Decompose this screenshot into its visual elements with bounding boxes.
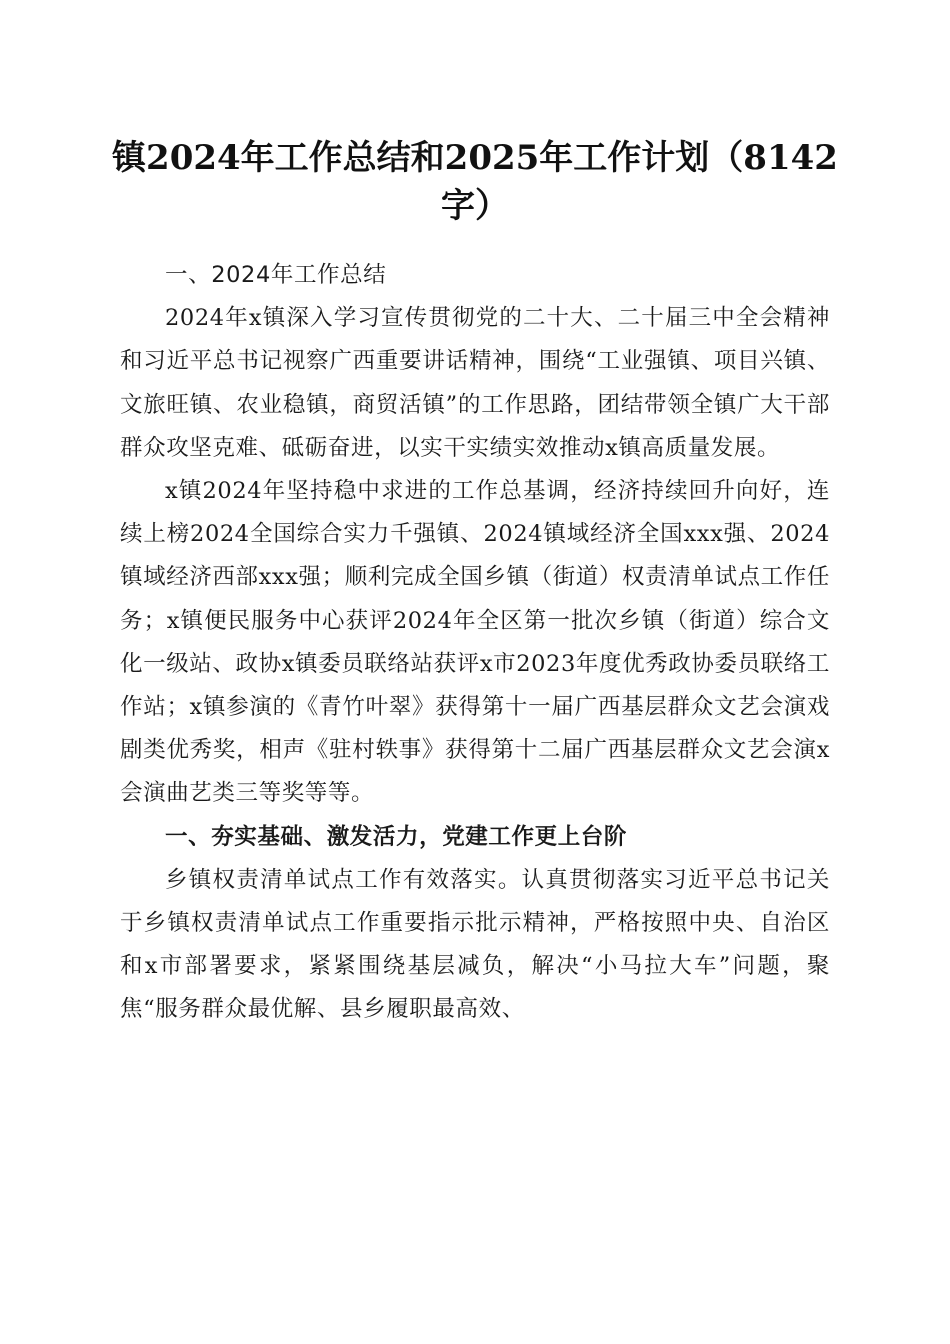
subsection-heading: 一、夯实基础、激发活力，党建工作更上台阶 [165,823,628,850]
document-body [120,254,830,1032]
paragraph: x镇2024年坚持稳中求进的工作总基调，经济持续回升向好，连续上榜2024全国综合实力千强镇、2024镇域经济全国xxx强、2024镇域经济西部xxx强；顺利完成全国乡镇（街道）权责清单试点工作任务；x镇便民服务中心获评2024年全区第一批次乡镇（街道）综合文化一级站、政协x镇委员联络站获评x市2023年度优秀政协委员联络工作站；x镇参演的《青竹叶翠》获得第十一届广西基层群众文艺会演戏剧类优秀奖，相声《驻村轶事》获得第十二届广西基层群众文艺会演x会演曲艺类三等奖等等。 [120,478,830,807]
section-heading: 一、2024年工作总结 [165,262,387,288]
paragraph: 乡镇权责清单试点工作有效落实。认真贯彻落实习近平总书记关于乡镇权责清单试点工作重要指示批示精神，严格按照中央、自治区和x市部署要求，紧紧围绕基层减负，解决“小马拉大车”问题，聚焦“服务群众最优解、县乡履职最高效、 [120,866,830,1023]
document-title: 镇2024年工作总结和2025年工作计划（8142字） [112,138,838,226]
paragraph: 2024年x镇深入学习宣传贯彻党的二十大、二十届三中全会精神和习近平总书记视察广西重要讲话精神，围绕“工业强镇、项目兴镇、文旅旺镇、农业稳镇，商贸活镇”的工作思路，团结带领全镇广大干部群众攻坚克难、砥砺奋进，以实干实绩实效推动x镇高质量发展。 [120,305,830,461]
